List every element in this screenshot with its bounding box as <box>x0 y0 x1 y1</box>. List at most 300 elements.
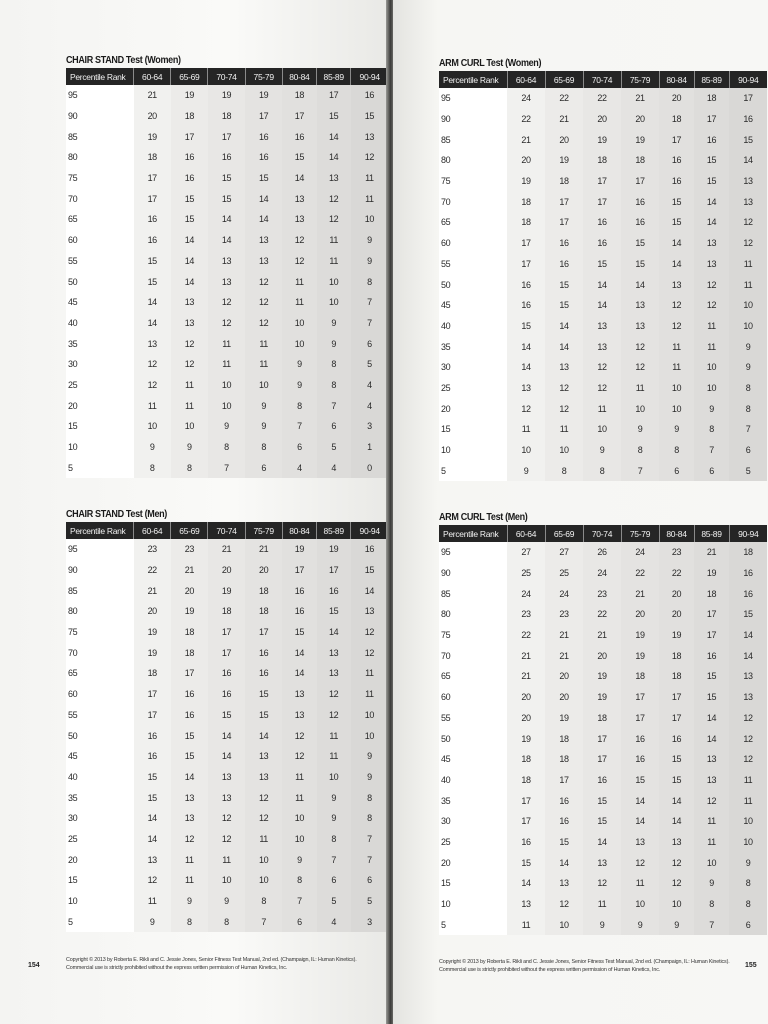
table-row <box>66 601 388 622</box>
score-cell: 20 <box>659 604 694 625</box>
score-cell: 11 <box>245 354 282 375</box>
chair-stand-women-table <box>66 68 388 478</box>
score-cell: 17 <box>134 168 171 189</box>
score-cell: 8 <box>659 440 694 461</box>
score-cell: 12 <box>729 233 767 254</box>
score-cell: 11 <box>351 168 388 189</box>
percentile-cell: 30 <box>439 357 507 378</box>
score-cell: 12 <box>171 333 208 354</box>
score-cell: 19 <box>171 85 208 106</box>
score-cell: 10 <box>317 767 351 788</box>
score-cell: 10 <box>245 375 282 396</box>
table-row <box>66 292 388 313</box>
score-cell: 10 <box>694 378 729 399</box>
score-cell: 17 <box>208 126 245 147</box>
percentile-cell: 80 <box>439 150 507 171</box>
score-cell: 19 <box>694 563 729 584</box>
score-cell: 9 <box>317 313 351 334</box>
table-row <box>66 684 388 705</box>
score-cell: 13 <box>659 274 694 295</box>
score-cell: 15 <box>621 233 659 254</box>
score-cell: 11 <box>694 316 729 337</box>
percentile-cell: 10 <box>66 891 134 912</box>
score-cell: 8 <box>729 873 767 894</box>
score-cell: 17 <box>694 109 729 130</box>
score-cell: 16 <box>545 790 583 811</box>
score-cell: 15 <box>659 770 694 791</box>
score-cell: 14 <box>583 274 621 295</box>
percentile-cell: 5 <box>439 914 507 935</box>
score-cell: 15 <box>245 684 282 705</box>
score-cell: 8 <box>245 437 282 458</box>
percentile-cell: 5 <box>439 460 507 481</box>
score-cell: 25 <box>545 563 583 584</box>
score-cell: 14 <box>245 725 282 746</box>
chair-stand-men-block <box>66 506 388 932</box>
score-cell: 5 <box>317 891 351 912</box>
score-cell: 18 <box>507 770 545 791</box>
score-cell: 12 <box>545 894 583 915</box>
percentile-cell: 65 <box>66 663 134 684</box>
percentile-cell: 90 <box>66 560 134 581</box>
table-row <box>439 440 767 461</box>
score-cell: 8 <box>282 395 316 416</box>
score-cell: 9 <box>694 398 729 419</box>
score-cell: 16 <box>245 147 282 168</box>
percentile-cell: 95 <box>439 88 507 109</box>
score-cell: 17 <box>694 604 729 625</box>
percentile-cell: 70 <box>439 191 507 212</box>
score-cell: 13 <box>583 852 621 873</box>
score-cell: 11 <box>208 849 245 870</box>
header-row <box>439 71 767 88</box>
score-cell: 6 <box>317 416 351 437</box>
score-cell: 10 <box>729 295 767 316</box>
column-header-age-group: 80-84 <box>282 68 316 85</box>
score-cell: 11 <box>729 254 767 275</box>
score-cell: 13 <box>282 684 316 705</box>
score-cell: 8 <box>208 911 245 932</box>
score-cell: 8 <box>171 457 208 478</box>
score-cell: 15 <box>317 601 351 622</box>
column-header-age-group: 60-64 <box>134 68 171 85</box>
score-cell: 9 <box>351 251 388 272</box>
score-cell: 13 <box>583 316 621 337</box>
score-cell: 19 <box>282 539 316 560</box>
percentile-cell: 10 <box>66 437 134 458</box>
score-cell: 12 <box>317 188 351 209</box>
score-cell: 14 <box>694 212 729 233</box>
score-cell: 18 <box>545 749 583 770</box>
score-cell: 6 <box>351 333 388 354</box>
chair-stand-men-table <box>66 522 388 932</box>
score-cell: 7 <box>208 457 245 478</box>
table-row <box>66 642 388 663</box>
header-row <box>66 522 388 539</box>
score-cell: 18 <box>583 708 621 729</box>
score-cell: 15 <box>659 191 694 212</box>
score-cell: 7 <box>694 914 729 935</box>
score-cell: 11 <box>171 870 208 891</box>
score-cell: 14 <box>282 642 316 663</box>
score-cell: 19 <box>621 129 659 150</box>
percentile-cell: 15 <box>439 873 507 894</box>
table-row <box>439 790 767 811</box>
percentile-cell: 35 <box>439 336 507 357</box>
score-cell: 20 <box>507 150 545 171</box>
percentile-cell: 60 <box>439 687 507 708</box>
score-cell: 9 <box>507 460 545 481</box>
score-cell: 13 <box>317 663 351 684</box>
table-row <box>66 188 388 209</box>
score-cell: 17 <box>317 560 351 581</box>
score-cell: 10 <box>729 316 767 337</box>
score-cell: 17 <box>245 106 282 127</box>
score-cell: 3 <box>351 416 388 437</box>
column-header-age-group: 75-79 <box>621 71 659 88</box>
score-cell: 18 <box>729 542 767 563</box>
score-cell: 8 <box>583 460 621 481</box>
score-cell: 17 <box>245 622 282 643</box>
table-row <box>66 829 388 850</box>
score-cell: 9 <box>583 440 621 461</box>
score-cell: 7 <box>694 440 729 461</box>
score-cell: 19 <box>317 539 351 560</box>
score-cell: 15 <box>282 622 316 643</box>
score-cell: 17 <box>545 191 583 212</box>
score-cell: 7 <box>351 313 388 334</box>
score-cell: 13 <box>694 749 729 770</box>
score-cell: 21 <box>545 109 583 130</box>
percentile-cell: 25 <box>439 378 507 399</box>
score-cell: 21 <box>134 85 171 106</box>
table-row <box>66 891 388 912</box>
percentile-cell: 95 <box>66 539 134 560</box>
score-cell: 12 <box>245 271 282 292</box>
table-row <box>66 147 388 168</box>
score-cell: 10 <box>282 313 316 334</box>
score-cell: 16 <box>545 233 583 254</box>
score-cell: 12 <box>317 209 351 230</box>
score-cell: 8 <box>729 398 767 419</box>
score-cell: 12 <box>282 251 316 272</box>
percentile-cell: 40 <box>66 313 134 334</box>
score-cell: 21 <box>545 645 583 666</box>
score-cell: 14 <box>317 126 351 147</box>
score-cell: 15 <box>694 150 729 171</box>
score-cell: 20 <box>507 708 545 729</box>
table-row <box>439 583 767 604</box>
table-row <box>439 460 767 481</box>
score-cell: 4 <box>282 457 316 478</box>
percentile-cell: 20 <box>439 852 507 873</box>
percentile-cell: 85 <box>439 129 507 150</box>
table-row <box>439 832 767 853</box>
score-cell: 8 <box>694 419 729 440</box>
score-cell: 17 <box>171 663 208 684</box>
score-cell: 16 <box>729 563 767 584</box>
score-cell: 17 <box>507 790 545 811</box>
score-cell: 16 <box>208 147 245 168</box>
table-row <box>66 663 388 684</box>
score-cell: 6 <box>282 437 316 458</box>
score-cell: 11 <box>171 395 208 416</box>
percentile-cell: 40 <box>439 770 507 791</box>
score-cell: 15 <box>694 171 729 192</box>
score-cell: 14 <box>729 625 767 646</box>
score-cell: 15 <box>621 254 659 275</box>
score-cell: 13 <box>245 746 282 767</box>
score-cell: 16 <box>621 191 659 212</box>
score-cell: 12 <box>171 829 208 850</box>
score-cell: 12 <box>282 746 316 767</box>
percentile-cell: 20 <box>439 398 507 419</box>
score-cell: 18 <box>134 147 171 168</box>
score-cell: 4 <box>317 911 351 932</box>
table-row <box>439 129 767 150</box>
score-cell: 18 <box>507 212 545 233</box>
score-cell: 11 <box>282 767 316 788</box>
score-cell: 16 <box>659 150 694 171</box>
score-cell: 14 <box>171 251 208 272</box>
score-cell: 22 <box>134 560 171 581</box>
score-cell: 12 <box>694 274 729 295</box>
table-row <box>439 316 767 337</box>
percentile-cell: 65 <box>439 666 507 687</box>
score-cell: 13 <box>245 767 282 788</box>
score-cell: 14 <box>282 168 316 189</box>
score-cell: 13 <box>621 295 659 316</box>
score-cell: 11 <box>282 292 316 313</box>
score-cell: 19 <box>507 171 545 192</box>
score-cell: 14 <box>208 725 245 746</box>
score-cell: 10 <box>621 894 659 915</box>
score-cell: 21 <box>171 560 208 581</box>
column-header-age-group: 60-64 <box>507 71 545 88</box>
column-header-age-group: 85-89 <box>694 71 729 88</box>
score-cell: 11 <box>659 336 694 357</box>
score-cell: 23 <box>507 604 545 625</box>
table-row <box>439 150 767 171</box>
score-cell: 4 <box>317 457 351 478</box>
score-cell: 20 <box>621 109 659 130</box>
score-cell: 15 <box>134 251 171 272</box>
table-row <box>439 770 767 791</box>
score-cell: 11 <box>351 188 388 209</box>
score-cell: 12 <box>729 728 767 749</box>
score-cell: 14 <box>282 663 316 684</box>
score-cell: 12 <box>317 705 351 726</box>
score-cell: 16 <box>507 832 545 853</box>
percentile-cell: 75 <box>439 625 507 646</box>
score-cell: 7 <box>282 891 316 912</box>
score-cell: 8 <box>621 440 659 461</box>
score-cell: 11 <box>694 832 729 853</box>
copyright-notice: Copyright © 2013 by Roberta E. Rikli and C. Jessie Jones, Senior Fitness Test Manual, 2nd ed. (Champaign, IL: Human Kinetics). Commercial use is strictly prohibited without the express written permission of Human Kinetics, Inc. <box>66 957 357 971</box>
score-cell: 12 <box>659 316 694 337</box>
score-cell: 18 <box>694 583 729 604</box>
percentile-cell: 30 <box>66 808 134 829</box>
score-cell: 13 <box>694 770 729 791</box>
score-cell: 10 <box>282 808 316 829</box>
score-cell: 14 <box>659 254 694 275</box>
score-cell: 10 <box>545 914 583 935</box>
score-cell: 4 <box>351 375 388 396</box>
score-cell: 9 <box>621 914 659 935</box>
score-cell: 6 <box>282 911 316 932</box>
score-cell: 17 <box>134 705 171 726</box>
score-cell: 10 <box>351 705 388 726</box>
score-cell: 24 <box>545 583 583 604</box>
table-row <box>439 687 767 708</box>
score-cell: 17 <box>583 171 621 192</box>
score-cell: 16 <box>694 645 729 666</box>
score-cell: 10 <box>583 419 621 440</box>
table-row <box>439 419 767 440</box>
score-cell: 15 <box>351 560 388 581</box>
score-cell: 15 <box>583 811 621 832</box>
score-cell: 18 <box>171 622 208 643</box>
page-number: 154 <box>28 962 40 969</box>
score-cell: 11 <box>282 271 316 292</box>
score-cell: 17 <box>507 811 545 832</box>
score-cell: 12 <box>282 230 316 251</box>
score-cell: 13 <box>208 251 245 272</box>
score-cell: 18 <box>245 580 282 601</box>
score-cell: 7 <box>282 416 316 437</box>
score-cell: 9 <box>317 787 351 808</box>
score-cell: 17 <box>694 625 729 646</box>
score-cell: 7 <box>351 829 388 850</box>
score-cell: 20 <box>545 666 583 687</box>
score-cell: 9 <box>659 914 694 935</box>
score-cell: 14 <box>545 852 583 873</box>
score-cell: 15 <box>545 274 583 295</box>
column-header-age-group: 90-94 <box>351 68 388 85</box>
table-title: CHAIR STAND Test (Women) <box>66 54 181 66</box>
score-cell: 21 <box>583 625 621 646</box>
page-number: 155 <box>745 962 757 969</box>
score-cell: 10 <box>171 416 208 437</box>
table-row <box>66 870 388 891</box>
score-cell: 9 <box>729 357 767 378</box>
score-cell: 8 <box>694 894 729 915</box>
score-cell: 22 <box>545 88 583 109</box>
score-cell: 7 <box>351 292 388 313</box>
score-cell: 15 <box>171 188 208 209</box>
percentile-cell: 80 <box>66 601 134 622</box>
score-cell: 11 <box>134 891 171 912</box>
percentile-cell: 5 <box>66 911 134 932</box>
score-cell: 20 <box>545 129 583 150</box>
score-cell: 10 <box>659 398 694 419</box>
score-cell: 13 <box>729 171 767 192</box>
score-cell: 10 <box>659 894 694 915</box>
score-cell: 16 <box>171 684 208 705</box>
score-cell: 21 <box>507 129 545 150</box>
score-cell: 8 <box>351 808 388 829</box>
score-cell: 21 <box>621 583 659 604</box>
score-cell: 9 <box>351 230 388 251</box>
score-cell: 14 <box>694 708 729 729</box>
score-cell: 16 <box>208 684 245 705</box>
score-cell: 14 <box>351 580 388 601</box>
score-cell: 17 <box>583 749 621 770</box>
score-cell: 8 <box>245 891 282 912</box>
score-cell: 11 <box>545 419 583 440</box>
score-cell: 16 <box>583 770 621 791</box>
percentile-cell: 40 <box>66 767 134 788</box>
score-cell: 26 <box>583 542 621 563</box>
percentile-cell: 45 <box>439 749 507 770</box>
score-cell: 22 <box>507 109 545 130</box>
score-cell: 13 <box>351 126 388 147</box>
score-cell: 15 <box>171 725 208 746</box>
score-cell: 14 <box>134 808 171 829</box>
score-cell: 12 <box>351 147 388 168</box>
score-cell: 8 <box>317 354 351 375</box>
table-row <box>66 333 388 354</box>
score-cell: 20 <box>208 560 245 581</box>
score-cell: 16 <box>659 728 694 749</box>
percentile-cell: 75 <box>66 168 134 189</box>
percentile-cell: 65 <box>439 212 507 233</box>
percentile-cell: 50 <box>66 271 134 292</box>
table-row <box>66 457 388 478</box>
column-header-age-group: 70-74 <box>208 68 245 85</box>
table-row <box>66 354 388 375</box>
score-cell: 6 <box>729 440 767 461</box>
score-cell: 14 <box>507 357 545 378</box>
column-header-age-group: 80-84 <box>282 522 316 539</box>
percentile-cell: 40 <box>439 316 507 337</box>
score-cell: 21 <box>621 88 659 109</box>
score-cell: 17 <box>317 85 351 106</box>
score-cell: 14 <box>245 188 282 209</box>
score-cell: 13 <box>134 333 171 354</box>
score-cell: 12 <box>583 378 621 399</box>
percentile-cell: 70 <box>66 188 134 209</box>
score-cell: 14 <box>507 873 545 894</box>
score-cell: 13 <box>729 191 767 212</box>
score-cell: 23 <box>545 604 583 625</box>
table-row <box>66 767 388 788</box>
score-cell: 10 <box>208 375 245 396</box>
table-row <box>439 336 767 357</box>
score-cell: 14 <box>134 829 171 850</box>
score-cell: 20 <box>134 106 171 127</box>
score-cell: 12 <box>208 808 245 829</box>
column-header-age-group: 70-74 <box>208 522 245 539</box>
chair-stand-women-block <box>66 52 388 478</box>
percentile-cell: 25 <box>439 832 507 853</box>
score-cell: 16 <box>208 663 245 684</box>
arm-curl-women-block <box>439 55 767 481</box>
score-cell: 16 <box>134 746 171 767</box>
score-cell: 11 <box>729 770 767 791</box>
score-cell: 5 <box>317 437 351 458</box>
score-cell: 11 <box>351 663 388 684</box>
score-cell: 20 <box>621 604 659 625</box>
score-cell: 8 <box>171 911 208 932</box>
arm-curl-men-table <box>439 525 767 935</box>
score-cell: 20 <box>171 580 208 601</box>
table-row <box>66 251 388 272</box>
score-cell: 15 <box>507 316 545 337</box>
score-cell: 13 <box>171 787 208 808</box>
score-cell: 10 <box>282 333 316 354</box>
score-cell: 18 <box>282 85 316 106</box>
